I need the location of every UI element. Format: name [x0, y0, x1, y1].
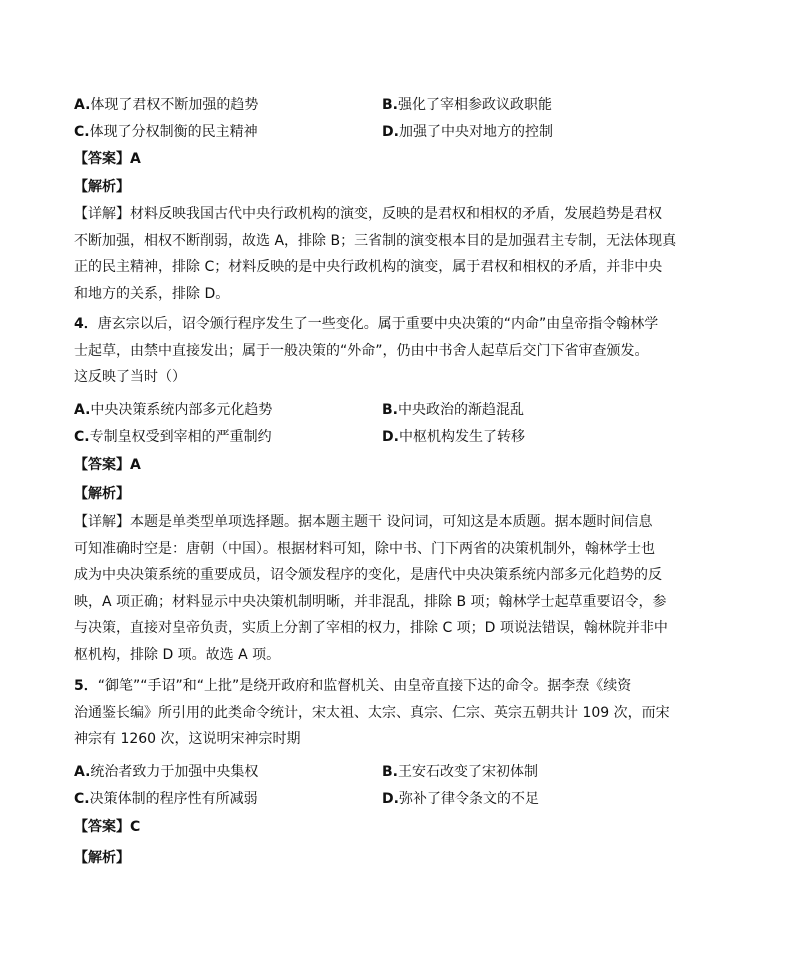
q4-stem-line: 这反映了当时（） [74, 369, 186, 385]
q5-option-b: B.王安石改变了宋初体制 [382, 764, 538, 780]
q3-detail-line: 和地方的关系，排除 D。 [74, 285, 230, 302]
q5-option-d: D.弥补了律令条文的不足 [382, 791, 539, 807]
q4-stem-line: 士起草，由禁中直接发出；属于一般决策的“外命”，仍由中书舍人起草后交门下省审查颁发。 [74, 342, 649, 359]
q5-stem-line: 神宗有 1260 次，这说明宋神宗时期 [74, 731, 301, 747]
q4-option-d: D.中枢机构发生了转移 [382, 429, 525, 445]
q4-option-a: A.中央决策系统内部多元化趋势 [74, 402, 273, 418]
q4-detail-line: 成为中央决策系统的重要成员，诏令颁发程序的变化，是唐代中央决策系统内部多元化趋势的反 [74, 567, 662, 583]
q4-analysis-label: 【解析】 [74, 486, 130, 502]
q3-detail-line: 【详解】材料反映我国古代中央行政机构的演变，反映的是君权和相权的矛盾，发展趋势是君权 [74, 206, 662, 222]
q5-option-a: A.统治者致力于加强中央集权 [74, 764, 259, 780]
q4-answer: 【答案】A [74, 457, 141, 473]
q4-detail [74, 509, 674, 668]
q4-stem-line: 4．唐玄宗以后，诏令颁行程序发生了一些变化。属于重要中央决策的“内命”由皇帝指令翰林学 [74, 316, 659, 332]
q3-detail [74, 201, 677, 307]
q5-option-c: C.决策体制的程序性有所减弱 [74, 791, 258, 807]
q5-answer: 【答案】C [74, 819, 141, 835]
q4-stem [74, 311, 674, 391]
q5-stem-line: 治通鉴长编》所引用的此类命令统计，宋太祖、太宗、真宗、仁宗、英宗五朝共计 109 次，而宋 [74, 704, 670, 721]
q5-stem [74, 673, 674, 753]
q3-detail-line: 正的民主精神，排除 C；材料反映的是中央行政机构的演变，属于君权和相权的矛盾，并非中央 [74, 259, 663, 275]
q5-analysis-label: 【解析】 [74, 850, 130, 866]
q4-option-b: B.中央政治的渐趋混乱 [382, 402, 524, 418]
q3-option-b: B.强化了宰相参政议政职能 [382, 97, 552, 113]
q3-detail-line: 不断加强，相权不断削弱，故选 A，排除 B；三省制的演变根本目的是加强君主专制，无法体现真 [74, 232, 677, 249]
q4-detail-line: 与决策，直接对皇帝负责，实质上分割了宰相的权力，排除 C 项；D 项说法错误，翰林院并非中 [74, 620, 668, 636]
q4-detail-line: 映，A 项正确；材料显示中央决策机制明晰，并非混乱，排除 B 项；翰林学士起草重要诏令，参 [74, 593, 667, 610]
q3-analysis-label: 【解析】 [74, 179, 130, 195]
q3-option-c: C.体现了分权制衡的民主精神 [74, 124, 258, 140]
q4-detail-line: 【详解】本题是单类型单项选择题。据本题主题干 设问词，可知这是本质题。据本题时间信息 [74, 514, 653, 530]
q3-option-d: D.加强了中央对地方的控制 [382, 124, 553, 140]
q4-detail-line: 枢机构，排除 D 项。故选 A 项。 [74, 646, 281, 663]
q5-stem-line: 5．“御笔”“手诏”和“上批”是绕开政府和监督机关、由皇帝直接下达的命令。据李焘《续资 [74, 678, 632, 694]
q4-option-c: C.专制皇权受到宰相的严重制约 [74, 429, 272, 445]
q3-option-a: A.体现了君权不断加强的趋势 [74, 97, 259, 113]
q4-detail-line: 可知准确时空是：唐朝（中国）。根据材料可知，除中书、门下两省的决策机制外，翰林学士也 [74, 540, 655, 557]
q3-answer: 【答案】A [74, 151, 141, 167]
